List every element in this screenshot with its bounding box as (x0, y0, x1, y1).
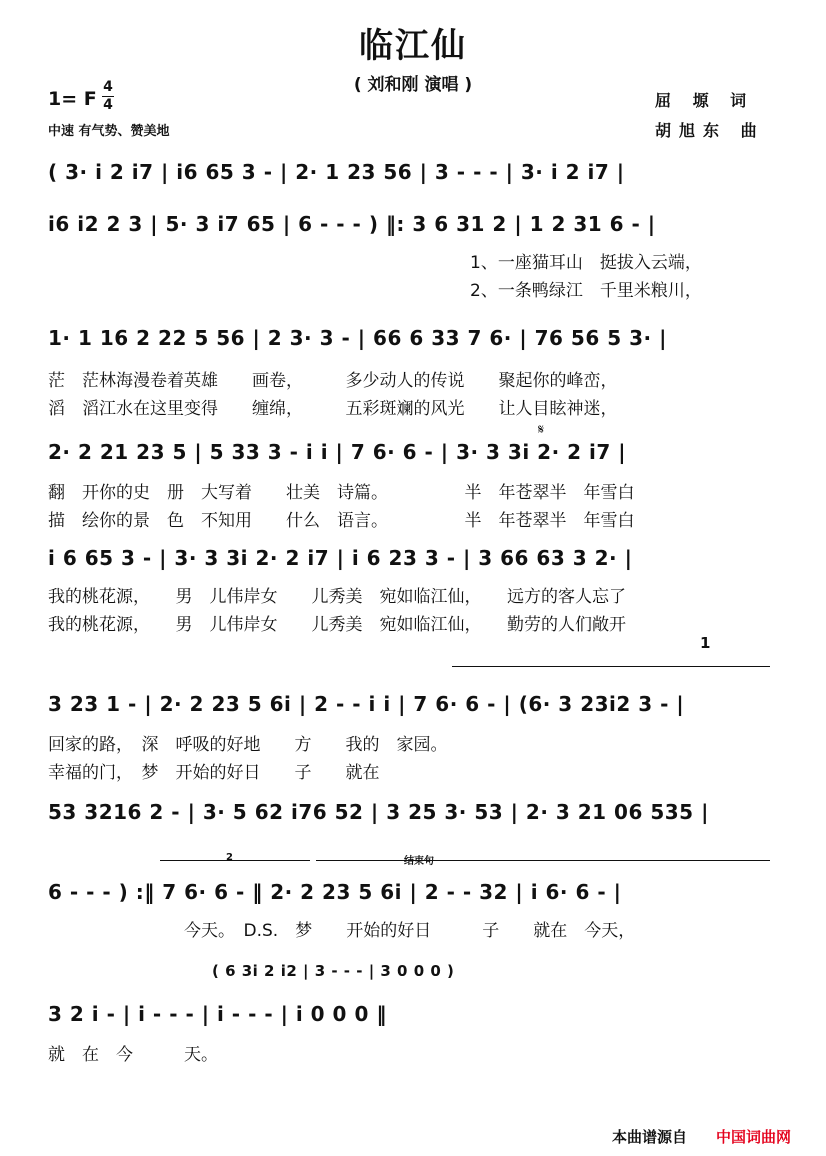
time-signature-top: 4 (103, 79, 113, 95)
score-line-9-lyrics: 就 在 今 天。 (48, 1045, 218, 1065)
tempo-marking: 中速 有气势、赞美地 (48, 124, 170, 139)
score-line-2-lyrics-2: 2、一条鸭绿江 千里米粮川， (470, 281, 702, 301)
score-line-5-lyrics-1: 我的桃花源， 男 儿伟岸女 儿秀美 宛如临江仙， 远方的客人忘了 (48, 587, 626, 607)
score-line-7-notes: 53 3216 2 - | 3· 5 62 i76 52 | 3 25 3· 53 | 2· 3 21 06 535 | (48, 800, 709, 824)
score-line-4-lyrics-1: 翻 开你的史 册 大写着 壮美 诗篇。 半 年苍翠半 年雪白 (48, 483, 635, 503)
volta-1-marker: 1 (700, 634, 711, 652)
time-signature-bottom: 4 (103, 97, 113, 113)
score-line-3-notes: 1· 1 16 2 22 5 56 | 2 3· 3 - | 66 6 33 7 6· | 76 56 5 3· | (48, 326, 667, 350)
score-line-4-lyrics-2: 描 绘你的景 色 不知用 什么 语言。 半 年苍翠半 年雪白 (48, 511, 635, 531)
volta-1-bracket (452, 666, 770, 681)
song-title: 临江仙 (359, 26, 467, 66)
lyricist-credit: 屈 塬 词 (655, 91, 755, 110)
key-signature: 1= F (48, 88, 97, 110)
score-line-3-lyrics-1: 茫 茫林海漫卷着英雄 画卷， 多少动人的传说 聚起你的峰峦， (48, 371, 618, 391)
score-line-8-notes: 6 - - - ) :‖ 7 6· 6 - ‖ 2· 2 23 5 6i | 2 - - 32 | i 6· 6 - | (48, 880, 622, 904)
score-line-5-notes: i 6 65 3 - | 3· 3 3i 2· 2 i7 | i 6 23 3 - | 3 66 63 3 2· | (48, 546, 633, 570)
ending-bracket (316, 860, 770, 875)
score-line-6-notes: 3 23 1 - | 2· 2 23 5 6i | 2 - - i i | 7 6· 6 - | (6· 3 23i2 3 - | (48, 692, 685, 716)
segno-sign: 𝄋 (538, 422, 545, 438)
score-line-5-lyrics-2: 我的桃花源， 男 儿伟岸女 儿秀美 宛如临江仙， 勤劳的人们敞开 (48, 615, 626, 635)
score-line-2-notes: i6 i2 2 3 | 5· 3 i7 65 | 6 - - - ) ‖: 3 6 31 2 | 1 2 31 6 - | (48, 212, 656, 236)
score-line-3-lyrics-2: 滔 滔江水在这里变得 缠绵， 五彩斑斓的风光 让人目眩神迷， (48, 399, 618, 419)
ending-label: 结束句 (404, 856, 434, 867)
score-line-8-lyrics: 今天。 D.S. 梦 开始的好日 子 就在 今天， (48, 921, 636, 941)
score-line-9-notes: 3 2 i - | i - - - | i - - - | i 0 0 0 ‖ (48, 1002, 387, 1026)
score-line-1-notes: ( 3· i 2 i7 | i6 65 3 - | 2· 1 23 56 | 3 - - - | 3· i 2 i7 | (48, 160, 625, 184)
footer-site-link[interactable]: 中国词曲网 (716, 1128, 792, 1146)
score-line-2-lyrics-1: 1、一座猫耳山 挺拔入云端， (470, 253, 702, 273)
footer-source-label: 本曲谱源自 (612, 1128, 688, 1146)
score-line-4-notes: 2· 2 21 23 5 | 5 33 3 - i i | 7 6· 6 - | 3· 3 3i 2· 2 i7 | (48, 440, 627, 464)
composer-credit: 胡旭东 曲 (655, 121, 765, 140)
score-line-9-upper-notes: ( 6 3i 2 i2 | 3 - - - | 3 0 0 0 ) (212, 962, 455, 980)
time-signature (102, 80, 114, 113)
score-line-6-lyrics-2: 幸福的门， 梦 开始的好日 子 就在 (48, 763, 380, 783)
performer-line: ( 刘和刚 演唱 ) (353, 75, 473, 95)
volta-2-marker: 2 (226, 852, 233, 863)
score-line-6-lyrics-1: 回家的路， 深 呼吸的好地 方 我的 家园。 (48, 735, 448, 755)
volta-2-bracket (160, 860, 310, 875)
